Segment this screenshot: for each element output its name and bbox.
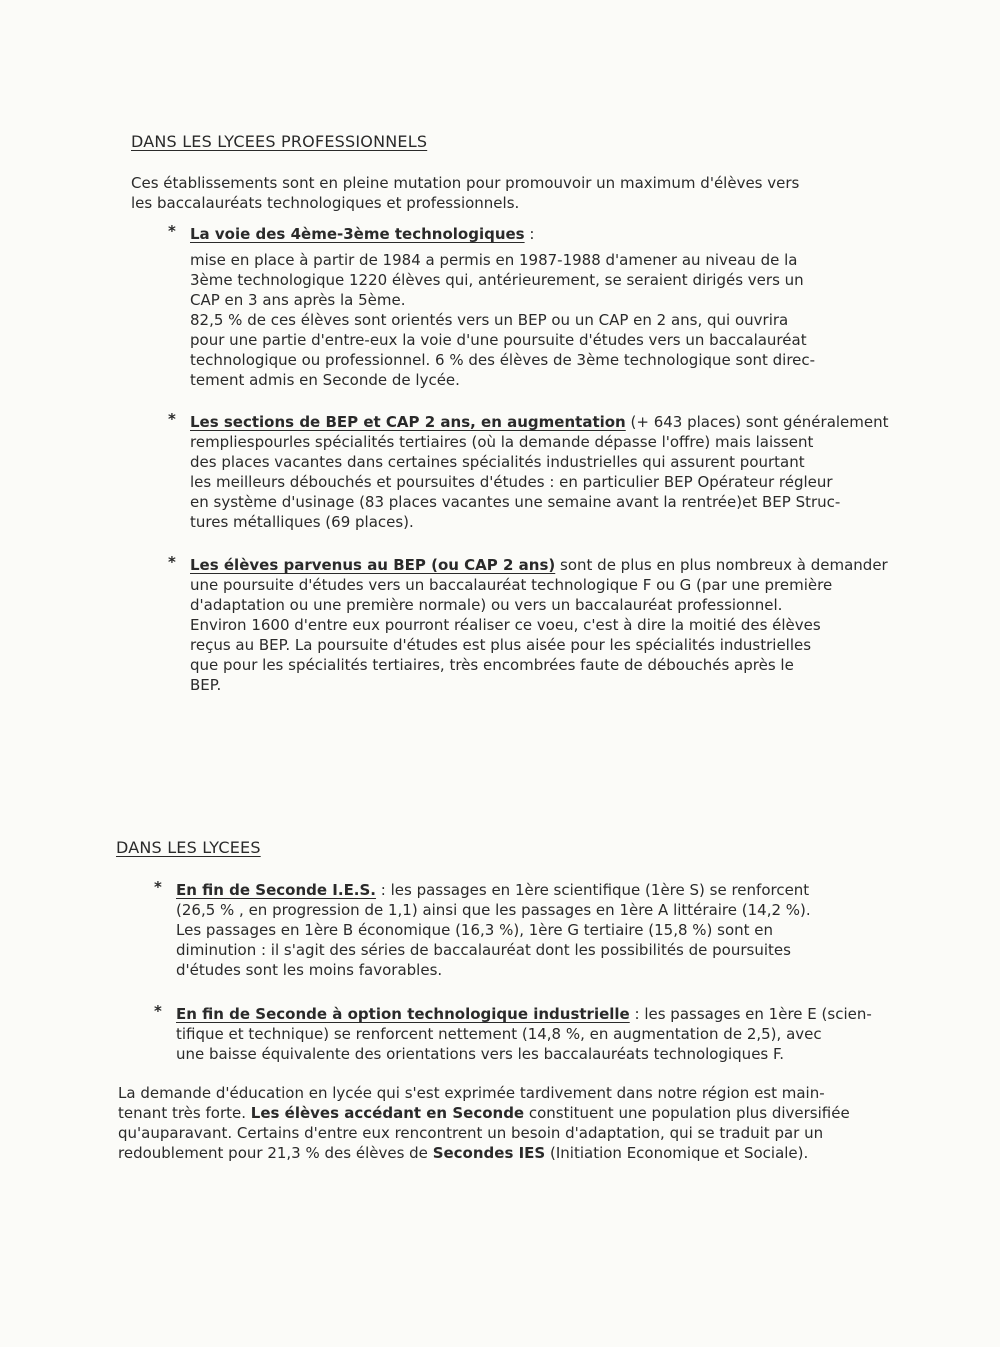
bullet-lead-line: [190, 412, 889, 432]
bullet-lead-line: [190, 224, 815, 244]
intro-line: Ces établissements sont en pleine mutation pour promouvoir un maximum d'élèves vers: [131, 174, 800, 192]
bullet-star: *: [168, 553, 176, 571]
bullet-lead-line: [176, 880, 811, 900]
bullet-line: les meilleurs débouchés et poursuites d'études : en particulier BEP Opérateur régleur: [190, 473, 833, 491]
bullet-star: *: [168, 222, 176, 240]
bullet-line: d'études sont les moins favorables.: [176, 961, 443, 979]
bullet-lead-line: [190, 555, 888, 575]
closing-line: [118, 1143, 850, 1163]
closing-emphasis: Secondes IES: [432, 1144, 546, 1162]
bullet-line: en système d'usinage (83 places vacantes une semaine avant la rentrée)et BEP Struc-: [190, 493, 841, 511]
bullet-line: Les passages en 1ère B économique (16,3 %), 1ère G tertiaire (15,8 %) sont en: [176, 921, 774, 939]
bullet-line: 82,5 % de ces élèves sont orientés vers un BEP ou un CAP en 2 ans, qui ouvrira: [190, 311, 789, 329]
bullet-lead: En fin de Seconde à option technologique industrielle: [176, 1005, 630, 1023]
bullet-line: 3ème technologique 1220 élèves qui, antérieurement, se seraient dirigés vers un: [190, 271, 804, 289]
bullet-line: mise en place à partir de 1984 a permis en 1987-1988 d'amener au niveau de la: [190, 251, 798, 269]
bullet-line: une poursuite d'études vers un baccalauréat technologique F ou G (par une première: [190, 576, 833, 594]
bullet-line: (26,5 % , en progression de 1,1) ainsi que les passages en 1ère A littéraire (14,2 %).: [176, 901, 811, 919]
bullet-lead: Les sections de BEP et CAP 2 ans, en augmentation: [190, 413, 626, 431]
bullet-lead-suffix: :: [524, 225, 535, 243]
bullet-lead-suffix: sont de plus en plus nombreux à demander: [555, 556, 888, 574]
closing-text: constituent une population plus diversifiée: [524, 1104, 850, 1122]
bullet-line: des places vacantes dans certaines spécialités industrielles qui assurent pourtant: [190, 453, 805, 471]
bullet-star: *: [168, 410, 176, 428]
bullet-lead-suffix: (+ 643 places) sont généralement: [625, 413, 889, 431]
closing-text: tenant très forte.: [118, 1104, 251, 1122]
bullet-line: d'adaptation ou une première normale) ou vers un baccalauréat professionnel.: [190, 596, 783, 614]
bullet-line: tifique et technique) se renforcent nettement (14,8 %, en augmentation de 2,5), avec: [176, 1025, 822, 1043]
bullet-line: tures métalliques (69 places).: [190, 513, 414, 531]
bullet-line: pour une partie d'entre-eux la voie d'une poursuite d'études vers un baccalauréat: [190, 331, 807, 349]
section-heading-lycees: DANS LES LYCEES: [116, 838, 261, 857]
closing-line: La demande d'éducation en lycée qui s'est exprimée tardivement dans notre région est main-: [118, 1084, 825, 1102]
bullet-eleves-parvenus-bep: [190, 555, 888, 695]
intro-paragraph: [131, 173, 799, 213]
bullet-line: reçus au BEP. La poursuite d'études est plus aisée pour les spécialités industrielles: [190, 636, 812, 654]
bullet-line: diminution : il s'agit des séries de baccalauréat dont les possibilités de poursuites: [176, 941, 791, 959]
bullet-sections-bep-cap: [190, 412, 889, 532]
bullet-line: Environ 1600 d'entre eux pourront réaliser ce voeu, c'est à dire la moitié des élèves: [190, 616, 821, 634]
section-heading-lycees-professionnels: DANS LES LYCEES PROFESSIONNELS: [131, 132, 428, 151]
closing-text: (Initiation Economique et Sociale).: [545, 1144, 809, 1162]
bullet-lead-suffix: : les passages en 1ère E (scien-: [629, 1005, 872, 1023]
bullet-fin-seconde-technologique: [176, 1004, 872, 1064]
bullet-voie-technologiques: [190, 224, 815, 390]
bullet-line: tement admis en Seconde de lycée.: [190, 371, 460, 389]
bullet-lead-line: [176, 1004, 872, 1024]
bullet-fin-seconde-ies: [176, 880, 811, 980]
bullet-line: BEP.: [190, 676, 222, 694]
bullet-star: *: [154, 878, 162, 896]
bullet-star: *: [154, 1002, 162, 1020]
intro-line: les baccalauréats technologiques et professionnels.: [131, 194, 520, 212]
bullet-lead: La voie des 4ème-3ème technologiques: [190, 225, 525, 243]
closing-line: qu'auparavant. Certains d'entre eux rencontrent un besoin d'adaptation, qui se traduit par un: [118, 1124, 824, 1142]
bullet-line: rempliespourles spécialités tertiaires (où la demande dépasse l'offre) mais laissent: [190, 433, 814, 451]
closing-paragraph: [118, 1083, 850, 1163]
bullet-line: technologique ou professionnel. 6 % des élèves de 3ème technologique sont direc-: [190, 351, 816, 369]
closing-emphasis: Les élèves accédant en Seconde: [250, 1104, 525, 1122]
bullet-lead: Les élèves parvenus au BEP (ou CAP 2 ans): [190, 556, 556, 574]
closing-line: [118, 1103, 850, 1123]
bullet-lead: En fin de Seconde I.E.S.: [176, 881, 377, 899]
bullet-line: CAP en 3 ans après la 5ème.: [190, 291, 406, 309]
closing-text: redoublement pour 21,3 % des élèves de: [118, 1144, 433, 1162]
bullet-line: que pour les spécialités tertiaires, très encombrées faute de débouchés après le: [190, 656, 794, 674]
bullet-lead-suffix: : les passages en 1ère scientifique (1ère S) se renforcent: [376, 881, 810, 899]
bullet-line: une baisse équivalente des orientations vers les baccalauréats technologiques F.: [176, 1045, 784, 1063]
